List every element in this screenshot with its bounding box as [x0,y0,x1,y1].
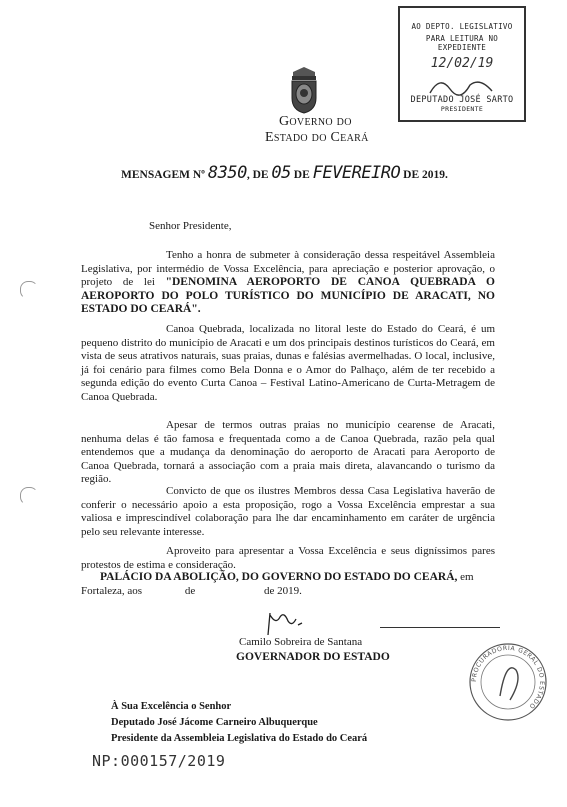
addressee-line-2: Deputado José Jácome Carneiro Albuquerque [111,717,318,728]
palace-name: PALÁCIO DA ABOLIÇÃO, DO GOVERNO DO ESTADO DO CEARÁ, [100,571,458,583]
paragraph-1-text: Tenho a honra de submeter à consideração dessa respeitável Assembleia Legislativa, por intermédio de Vossa Excelência, para apreciação e posterior aprovação, o projeto de lei [81,249,495,289]
paragraph-1 [81,249,495,317]
paragraph-5: Aproveito para apresentar a Vossa Excelência e seus digníssimos pares protestos de estima e consideração. [81,545,495,571]
government-heading [265,114,375,146]
message-day: 05 [271,163,291,183]
palace-line [81,571,495,598]
paragraph-3: Apesar de termos outras praias no município cearense de Aracati, nenhuma delas é tão famosa e frequentada como a de Canoa Quebrada, razão pela qual entendemos que a mudança da denominação do aeroporto de Aracati para Aeroporto de Canoa Quebrada, tornará a associação com a praia mais direta, alavancando o turismo da região. [81,419,495,486]
punch-hole-mark-icon [20,487,38,505]
message-month: FEVEREIRO [312,163,401,183]
paragraph-1-bill-title: "DENOMINA AEROPORTO DE CANOA QUEBRADA O AEROPORTO DO POLO TURÍSTICO DO MUNICÍPIO DE ARACATI, NO ESTADO DO CEARÁ". [81,276,495,316]
stamp-name: DEPUTADO JOSÉ SARTO [410,95,514,105]
palace-tail: em [460,571,474,583]
stamp-line-2: PARA LEITURA NO EXPEDIENTE [425,34,499,52]
message-number: 8350 [207,163,247,183]
paragraph-2: Canoa Quebrada, localizada no litoral leste do Estado do Ceará, é um pequeno distrito do município de Aracati e um dos principais destinos turísticos do Ceará, em vista de seus atrativos naturais, suas praias, dunas e falésias avermelhadas. O local, inclusive, já foi cenário para filmes como Bela Donna e o Amor do Palhaço, além de ter recebido a segunda edição do evento Curta Canoa – Festival Latino-Americano de Curta-Metragem de Canoa Quebrada. [81,323,495,403]
legislative-stamp [398,6,526,122]
round-stamp-ring-text: PROCURADORIA GERAL DO ESTADO [470,644,546,711]
signature-line [380,627,500,628]
message-de-2: DE [293,169,310,181]
protocol-number: NP:000157/2019 [92,752,226,770]
message-de-1: , DE [246,169,269,181]
gov-line-2: Estado do Ceará [265,130,369,145]
coat-of-arms-icon [287,66,321,114]
salutation: Senhor Presidente, [149,220,232,232]
signatory-title: GOVERNADOR DO ESTADO [236,651,390,663]
paragraph-4: Convicto de que os ilustres Membros dessa Casa Legislativa haverão de conferir o necessário apoio a esta proposição, rogo a Vossa Excelência emprestar a sua valiosa e imprescindível colaboração para lhe dar encaminhamento em caráter de urgência pelo seu relevante interesse. [81,485,495,538]
addressee-line-1: À Sua Excelência o Senhor [111,701,232,712]
message-prefix: MENSAGEM Nº [121,169,205,181]
stamp-date: 12/02/19 [430,56,494,71]
signatory-name: Camilo Sobreira de Santana [239,636,363,648]
round-stamp-icon [466,640,550,724]
punch-hole-mark-icon [20,281,38,299]
gov-line-1: Governo do [279,114,352,129]
stamp-title: PRESIDENTE [440,105,484,113]
date-de: de [184,584,196,597]
date-year: de 2019. [263,584,302,597]
message-number-line [121,163,521,183]
stamp-line-1: AO DEPTO. LEGISLATIVO [411,22,513,31]
addressee-line-3: Presidente da Assembleia Legislativa do Estado do Ceará [111,733,368,744]
message-year: DE 2019. [403,169,448,181]
date-city: Fortaleza, aos [81,584,143,597]
